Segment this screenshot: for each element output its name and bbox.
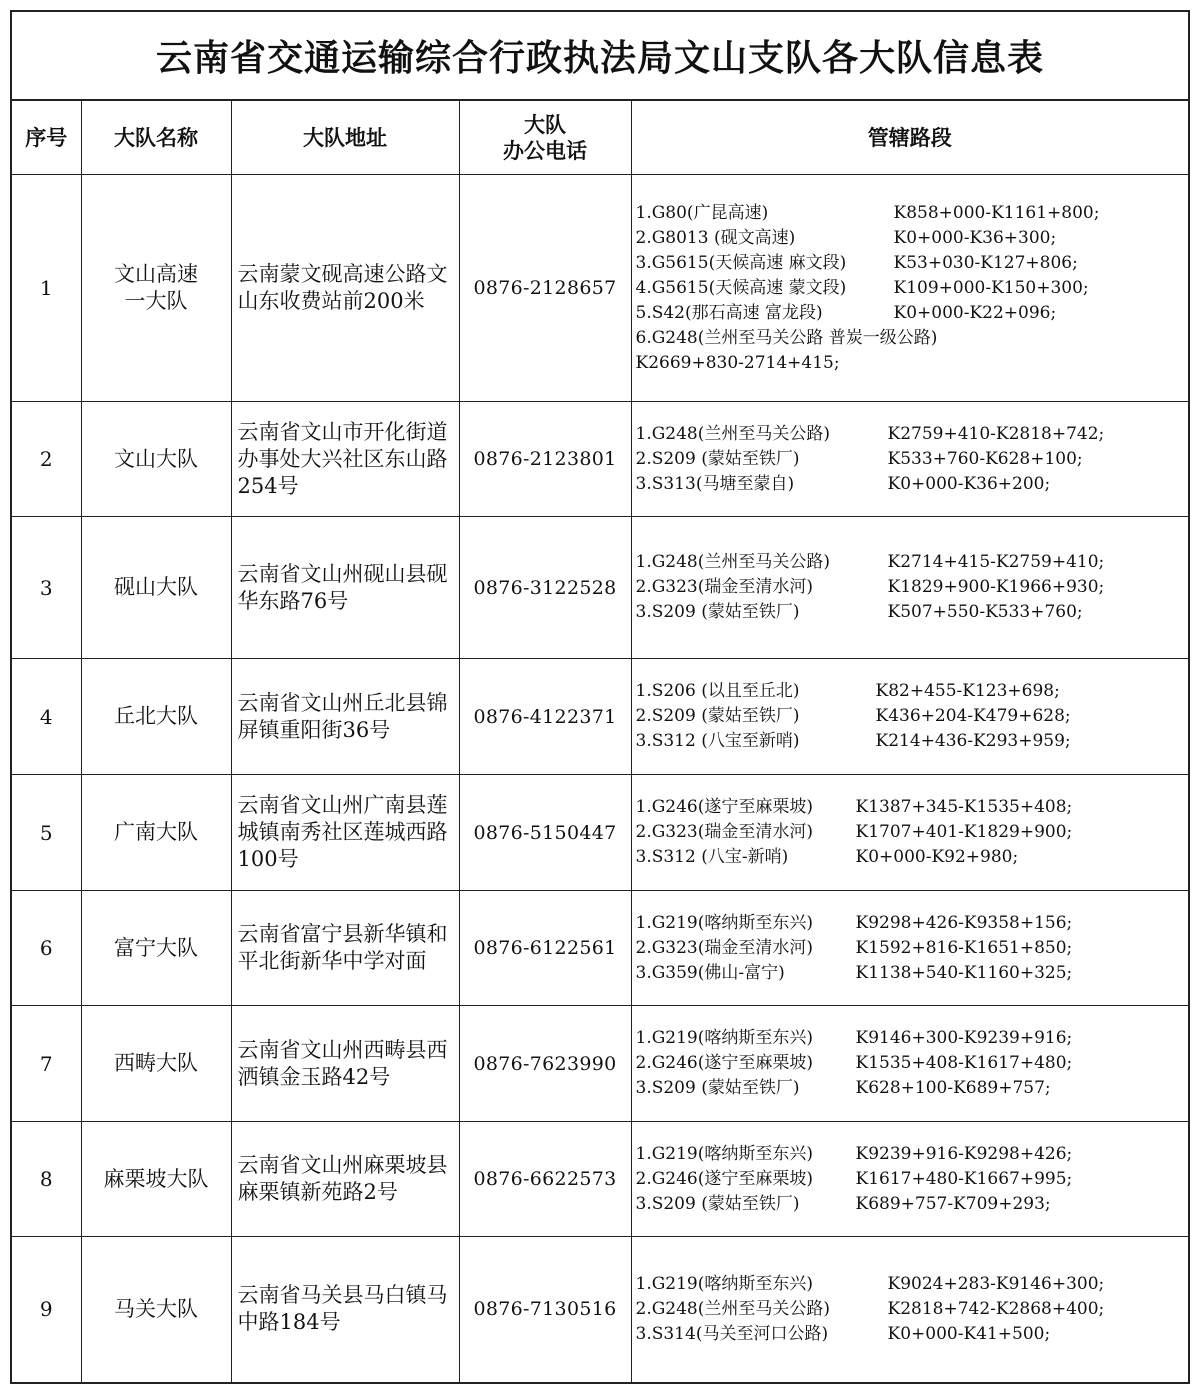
brigade-address: 云南省马关县马白镇马中路184号 bbox=[231, 1237, 459, 1382]
header-routes: 管辖路段 bbox=[631, 101, 1188, 175]
brigade-address: 云南省文山州砚山县砚华东路76号 bbox=[231, 517, 459, 659]
brigade-name-line: 马关大队 bbox=[114, 1296, 198, 1321]
row-number: 7 bbox=[12, 1006, 81, 1122]
route-km-range: K0+000-K92+980; bbox=[855, 847, 1019, 867]
route-km-range: K2714+415-K2759+410; bbox=[887, 552, 1105, 572]
table-row bbox=[12, 1122, 1188, 1237]
brigade-address: 云南省文山州西畴县西洒镇金玉路42号 bbox=[231, 1006, 459, 1122]
route-km-range: K1617+480-K1667+995; bbox=[855, 1168, 1073, 1189]
route-item bbox=[636, 550, 1185, 575]
route-name: 3.S312 (八宝-新哨) bbox=[635, 847, 789, 867]
route-km-range: K0+000-K41+500; bbox=[887, 1323, 1051, 1344]
row-number: 4 bbox=[12, 659, 81, 775]
brigade-name bbox=[81, 775, 231, 891]
route-list bbox=[631, 175, 1188, 402]
route-km-range: K1592+816-K1651+850; bbox=[855, 937, 1073, 958]
route-km-range: K9239+916-K9298+426; bbox=[855, 1143, 1073, 1164]
route-name: 2.G246(遂宁至麻栗坡) bbox=[635, 1168, 814, 1189]
route-list bbox=[631, 1122, 1188, 1237]
route-km-range: K2759+410-K2818+742; bbox=[887, 423, 1105, 444]
route-item bbox=[636, 1142, 1185, 1167]
brigade-address: 云南省文山市开化街道办事处大兴社区东山路254号 bbox=[231, 402, 459, 517]
table-row bbox=[12, 775, 1188, 891]
route-item bbox=[636, 911, 1185, 936]
header-phone-line2: 办公电话 bbox=[503, 138, 587, 163]
row-number: 2 bbox=[12, 402, 81, 517]
route-item bbox=[636, 251, 1185, 276]
route-name: 3.S314(马关至河口公路) bbox=[635, 1323, 829, 1344]
row-number: 9 bbox=[12, 1237, 81, 1382]
route-item bbox=[636, 704, 1185, 729]
brigade-name-line: 富宁大队 bbox=[114, 935, 198, 960]
route-list bbox=[631, 1237, 1188, 1382]
route-item bbox=[636, 820, 1185, 845]
table-row bbox=[12, 891, 1188, 1006]
header-address: 大队地址 bbox=[231, 101, 459, 175]
brigade-name-line: 丘北大队 bbox=[114, 704, 198, 728]
route-item bbox=[636, 351, 1185, 376]
brigade-phone: 0876-6622573 bbox=[459, 1122, 631, 1237]
route-name: 3.S209 (蒙姑至铁厂) bbox=[635, 1193, 800, 1214]
route-name: 3.G359(佛山-富宁) bbox=[635, 962, 785, 983]
brigade-name-line: 麻栗坡大队 bbox=[103, 1166, 209, 1191]
brigade-name bbox=[81, 175, 231, 402]
route-km-range: K436+204-K479+628; bbox=[875, 706, 1071, 726]
route-item bbox=[636, 472, 1185, 497]
route-item bbox=[636, 845, 1185, 870]
route-km-range: K9146+300-K9239+916; bbox=[855, 1028, 1073, 1048]
table-row bbox=[12, 517, 1188, 659]
route-km-range: K689+757-K709+293; bbox=[855, 1193, 1051, 1214]
brigade-address: 云南省富宁县新华镇和平北街新华中学对面 bbox=[231, 891, 459, 1006]
table-row bbox=[12, 175, 1188, 402]
route-item bbox=[636, 795, 1185, 820]
route-name: 2.G323(瑞金至清水河) bbox=[635, 577, 814, 597]
route-km-range: K0+000-K36+300; bbox=[893, 227, 1057, 248]
row-number: 6 bbox=[12, 891, 81, 1006]
route-name: 2.S209 (蒙姑至铁厂) bbox=[635, 706, 800, 726]
row-number: 5 bbox=[12, 775, 81, 891]
route-km-range: K1138+540-K1160+325; bbox=[855, 962, 1073, 983]
brigade-address: 云南蒙文砚高速公路文山东收费站前200米 bbox=[231, 175, 459, 402]
route-name: 3.S312 (八宝至新哨) bbox=[635, 731, 800, 751]
route-item bbox=[636, 226, 1185, 251]
route-item bbox=[636, 1167, 1185, 1192]
brigade-phone: 0876-4122371 bbox=[459, 659, 631, 775]
brigade-name bbox=[81, 891, 231, 1006]
route-item bbox=[636, 729, 1185, 754]
brigade-table bbox=[12, 101, 1188, 1382]
route-km-range: K533+760-K628+100; bbox=[887, 448, 1083, 469]
route-name: 1.G219(喀纳斯至东兴) bbox=[635, 912, 814, 933]
route-km-range: K109+000-K150+300; bbox=[893, 277, 1089, 298]
route-name: 3.S209 (蒙姑至铁厂) bbox=[635, 602, 800, 622]
route-name: 3.S209 (蒙姑至铁厂) bbox=[635, 1078, 800, 1098]
route-km-range: K2818+742-K2868+400; bbox=[887, 1298, 1105, 1319]
route-item bbox=[636, 201, 1185, 226]
brigade-phone: 0876-3122528 bbox=[459, 517, 631, 659]
brigade-name bbox=[81, 517, 231, 659]
route-item bbox=[636, 1192, 1185, 1217]
route-name: 2.S209 (蒙姑至铁厂) bbox=[635, 448, 800, 469]
route-km-range: K507+550-K533+760; bbox=[887, 602, 1083, 622]
route-km-range: K858+000-K1161+800; bbox=[893, 202, 1100, 223]
route-km-range: K9024+283-K9146+300; bbox=[887, 1273, 1105, 1294]
brigade-name-line: 文山大队 bbox=[114, 446, 198, 471]
header-row bbox=[12, 101, 1188, 175]
route-name: 1.G219(喀纳斯至东兴) bbox=[635, 1028, 814, 1048]
route-name: 1.G248(兰州至马关公路) bbox=[635, 423, 831, 444]
brigade-address: 云南省文山州丘北县锦屏镇重阳街36号 bbox=[231, 659, 459, 775]
route-item bbox=[636, 1322, 1185, 1347]
route-km-range: K53+030-K127+806; bbox=[893, 252, 1078, 273]
brigade-phone: 0876-7130516 bbox=[459, 1237, 631, 1382]
info-table-sheet bbox=[10, 10, 1190, 1384]
route-km-range: K0+000-K36+200; bbox=[887, 473, 1051, 494]
route-item bbox=[636, 961, 1185, 986]
route-item bbox=[636, 1026, 1185, 1051]
route-item bbox=[636, 422, 1185, 447]
route-item bbox=[636, 326, 1185, 351]
brigade-name-line: 文山高速 bbox=[114, 262, 198, 286]
route-item bbox=[636, 447, 1185, 472]
route-km-range: K1707+401-K1829+900; bbox=[855, 822, 1073, 842]
brigade-phone: 0876-2123801 bbox=[459, 402, 631, 517]
route-list bbox=[631, 891, 1188, 1006]
route-item bbox=[636, 600, 1185, 625]
brigade-address: 云南省文山州广南县莲城镇南秀社区莲城西路100号 bbox=[231, 775, 459, 891]
brigade-name bbox=[81, 1122, 231, 1237]
route-item bbox=[636, 1297, 1185, 1322]
route-list bbox=[631, 775, 1188, 891]
route-item bbox=[636, 301, 1185, 326]
route-item bbox=[636, 679, 1185, 704]
route-item bbox=[636, 936, 1185, 961]
route-km-range: K1387+345-K1535+408; bbox=[855, 797, 1073, 817]
route-km-range: K1535+408-K1617+480; bbox=[855, 1053, 1073, 1073]
route-name: 6.G248(兰州至马关公路 普炭一级公路) bbox=[635, 327, 938, 348]
route-item bbox=[636, 1272, 1185, 1297]
route-list bbox=[631, 1006, 1188, 1122]
route-km-range: K214+436-K293+959; bbox=[875, 731, 1071, 751]
brigade-phone: 0876-6122561 bbox=[459, 891, 631, 1006]
route-name: K2669+830-2714+415; bbox=[635, 352, 840, 373]
brigade-address: 云南省文山州麻栗坡县麻栗镇新苑路2号 bbox=[231, 1122, 459, 1237]
brigade-name bbox=[81, 402, 231, 517]
route-name: 1.G219(喀纳斯至东兴) bbox=[635, 1273, 814, 1294]
row-number: 8 bbox=[12, 1122, 81, 1237]
brigade-name bbox=[81, 1237, 231, 1382]
header-name: 大队名称 bbox=[81, 101, 231, 175]
route-list bbox=[631, 402, 1188, 517]
route-km-range: K9298+426-K9358+156; bbox=[855, 912, 1073, 933]
header-phone-line1: 大队 bbox=[524, 112, 566, 137]
route-name: 1.G80(广昆高速) bbox=[635, 202, 769, 223]
route-name: 2.G323(瑞金至清水河) bbox=[635, 822, 814, 842]
brigade-phone: 0876-2128657 bbox=[459, 175, 631, 402]
route-name: 1.G248(兰州至马关公路) bbox=[635, 552, 831, 572]
route-km-range: K82+455-K123+698; bbox=[875, 681, 1060, 701]
page-title: 云南省交通运输综合行政执法局文山支队各大队信息表 bbox=[12, 12, 1188, 101]
route-name: 2.G323(瑞金至清水河) bbox=[635, 937, 814, 958]
route-name: 1.G219(喀纳斯至东兴) bbox=[635, 1143, 814, 1164]
row-number: 3 bbox=[12, 517, 81, 659]
row-number: 1 bbox=[12, 175, 81, 402]
route-name: 3.G5615(天候高速 麻文段) bbox=[635, 252, 847, 273]
brigade-name-line: 广南大队 bbox=[114, 820, 198, 844]
route-list bbox=[631, 517, 1188, 659]
header-no: 序号 bbox=[12, 101, 81, 175]
brigade-name bbox=[81, 1006, 231, 1122]
table-row bbox=[12, 1006, 1188, 1122]
brigade-phone: 0876-7623990 bbox=[459, 1006, 631, 1122]
route-km-range: K0+000-K22+096; bbox=[893, 302, 1057, 323]
route-name: 2.G8013 (砚文高速) bbox=[635, 227, 796, 248]
route-name: 1.S206 (以且至丘北) bbox=[635, 681, 800, 701]
route-name: 5.S42(那石高速 富龙段) bbox=[635, 302, 823, 323]
header-phone bbox=[459, 101, 631, 175]
brigade-name-line: 一大队 bbox=[124, 289, 188, 313]
brigade-name-line: 西畴大队 bbox=[114, 1051, 198, 1075]
route-km-range: K1829+900-K1966+930; bbox=[887, 577, 1105, 597]
route-item bbox=[636, 575, 1185, 600]
table-row bbox=[12, 1237, 1188, 1382]
brigade-name bbox=[81, 659, 231, 775]
route-name: 2.G248(兰州至马关公路) bbox=[635, 1298, 831, 1319]
table-row bbox=[12, 659, 1188, 775]
route-item bbox=[636, 1051, 1185, 1076]
brigade-phone: 0876-5150447 bbox=[459, 775, 631, 891]
route-name: 1.G246(遂宁至麻栗坡) bbox=[635, 797, 814, 817]
route-name: 3.S313(马塘至蒙自) bbox=[635, 473, 795, 494]
route-list bbox=[631, 659, 1188, 775]
route-item bbox=[636, 1076, 1185, 1101]
route-name: 4.G5615(天候高速 蒙文段) bbox=[635, 277, 847, 298]
route-name: 2.G246(遂宁至麻栗坡) bbox=[635, 1053, 814, 1073]
brigade-name-line: 砚山大队 bbox=[114, 575, 198, 599]
route-item bbox=[636, 276, 1185, 301]
route-km-range: K628+100-K689+757; bbox=[855, 1078, 1051, 1098]
table-row bbox=[12, 402, 1188, 517]
